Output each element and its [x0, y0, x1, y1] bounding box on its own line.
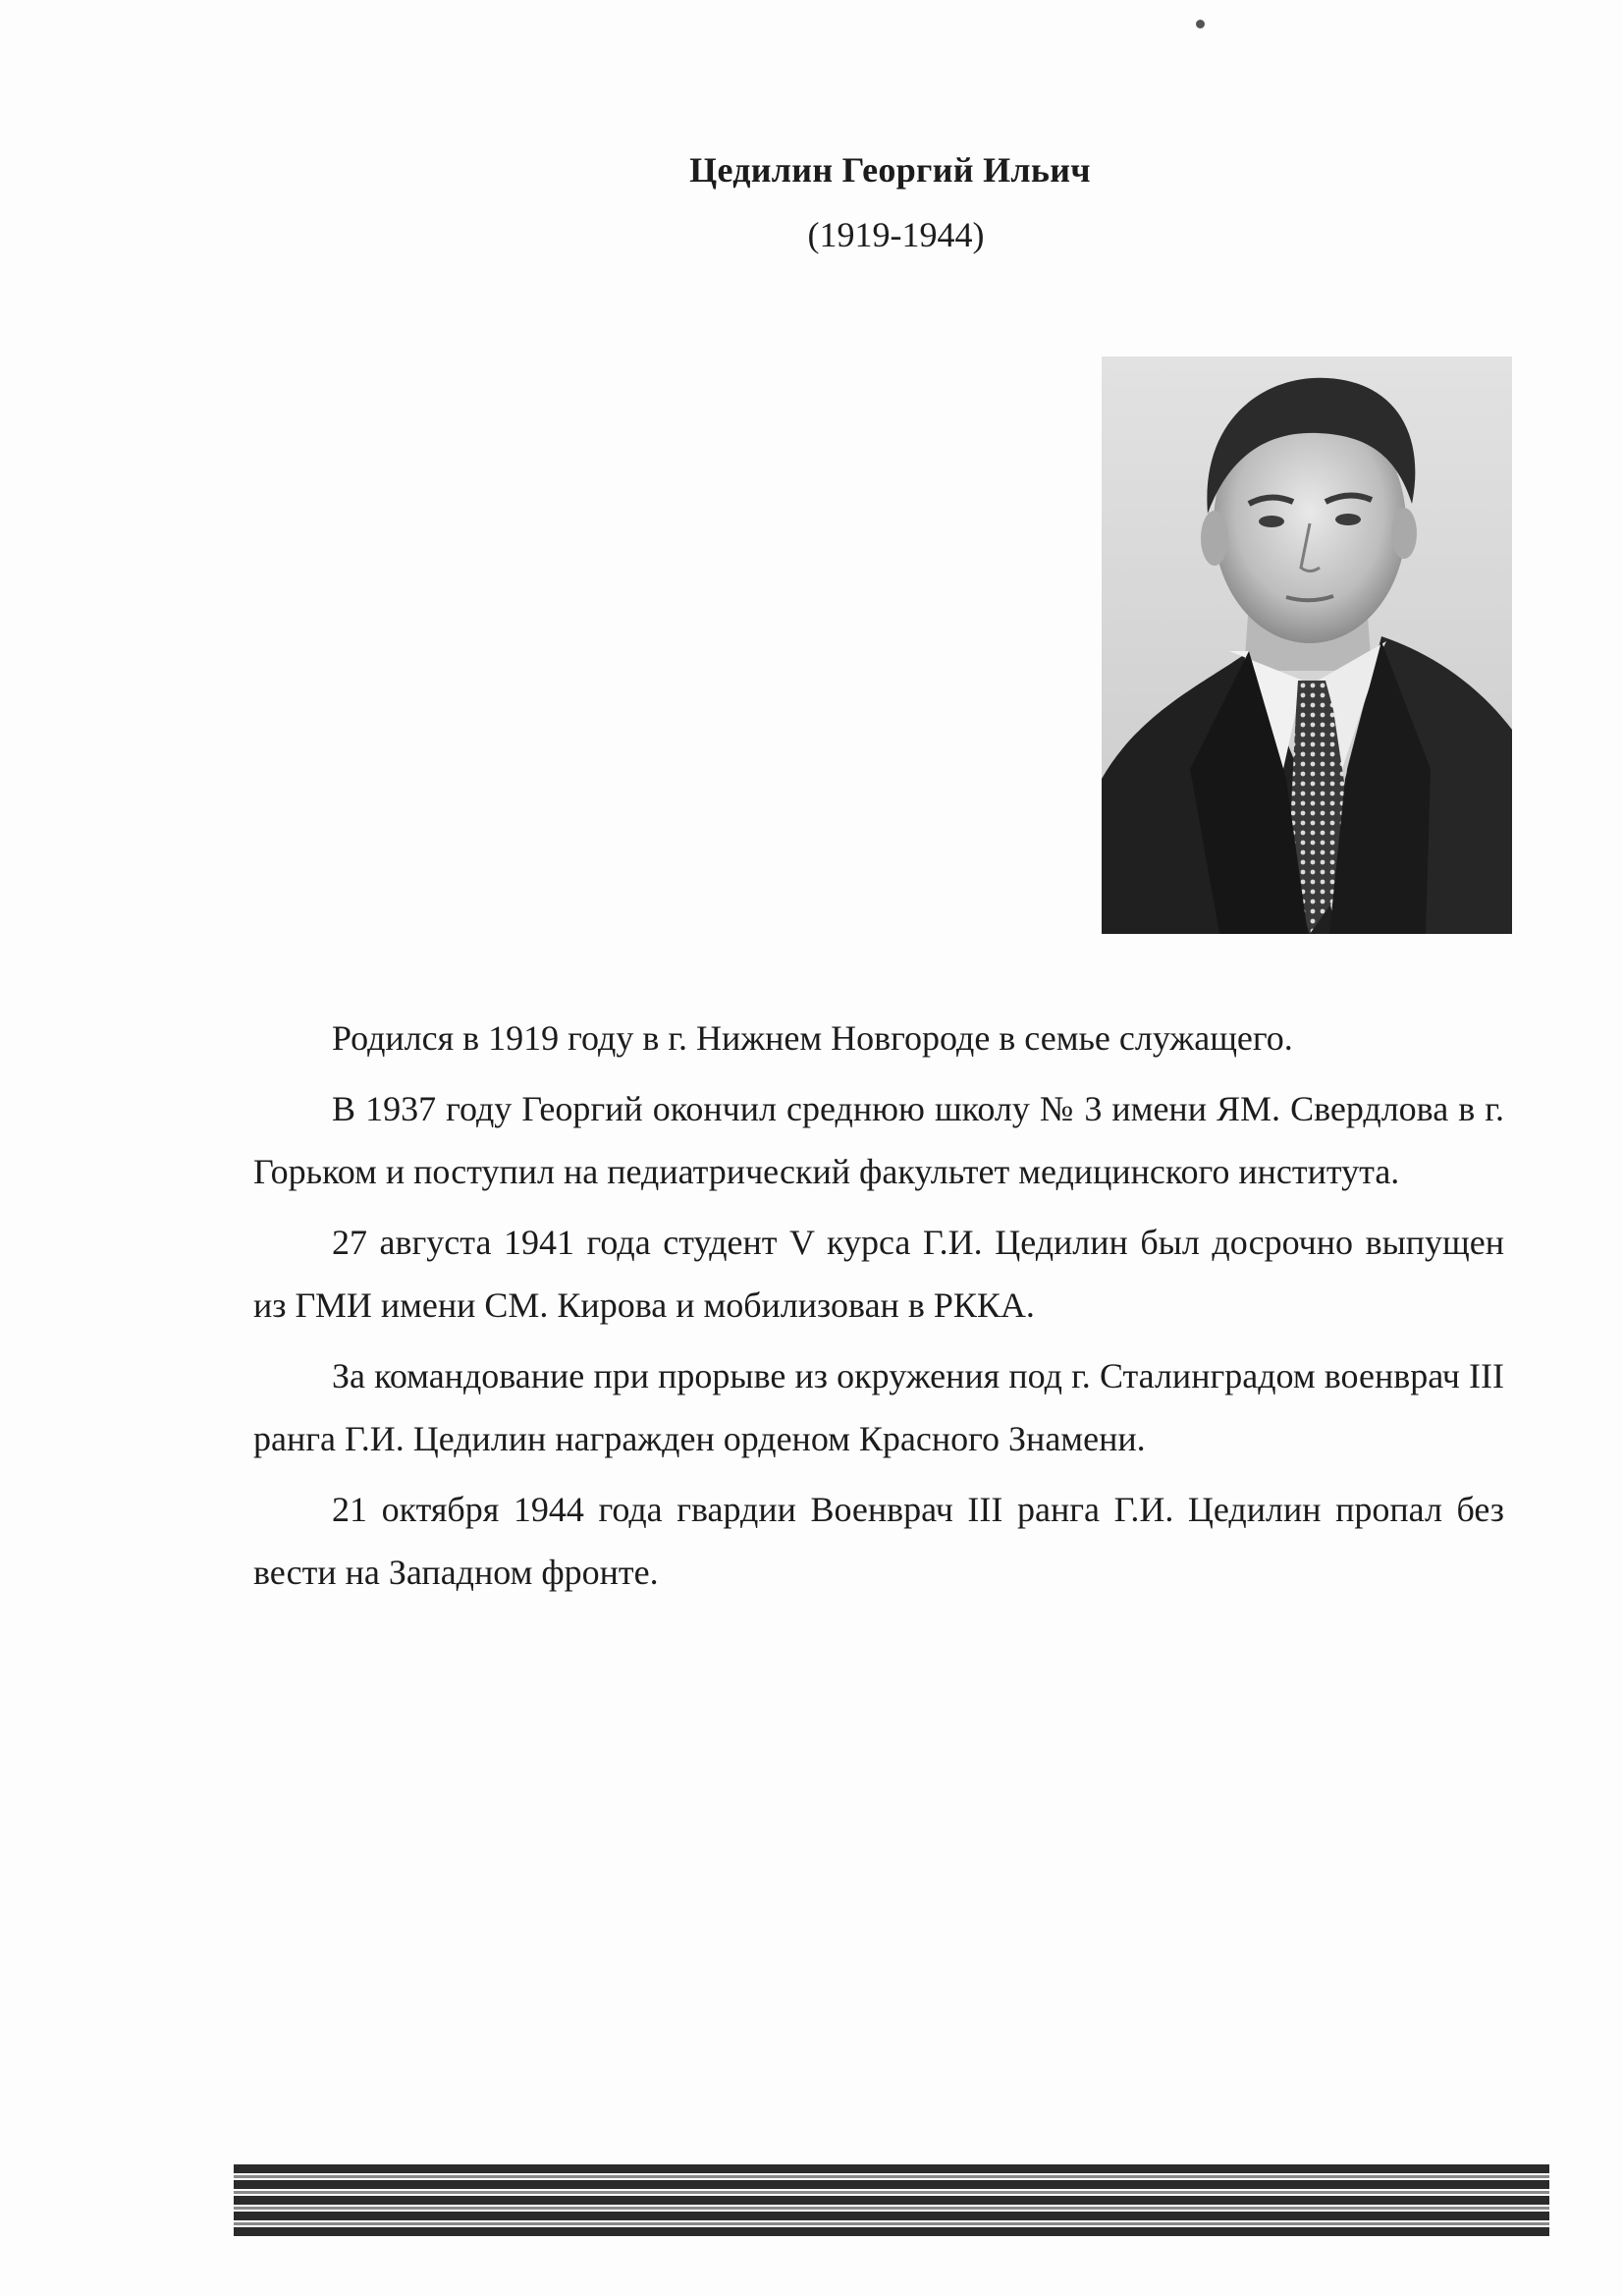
portrait-photo	[1102, 356, 1512, 934]
st-george-ribbon	[234, 2164, 1549, 2217]
page-title	[0, 149, 1623, 191]
biography-paragraph: 27 августа 1941 года студент V курса Г.И. Цедилин был досрочно выпущен из ГМИ имени СМ. Кирова и мобилизован в РККА.	[253, 1223, 1504, 1325]
biography-paragraph: 21 октября 1944 года гвардии Военврач III ранга Г.И. Цедилин пропал без вести на Западном фронте.	[253, 1490, 1504, 1592]
biography-paragraph: За командование при прорыве из окружения под г. Сталинградом военврач III ранга Г.И. Цедилин награжден орденом Красного Знамени.	[253, 1356, 1504, 1458]
person-name: Цедилин Георгий Ильич	[689, 150, 1091, 190]
life-years-text: (1919-1944)	[807, 215, 985, 254]
biography-text	[253, 1007, 1504, 1612]
biography-paragraph: Родился в 1919 году в г. Нижнем Новгороде в семье служащего.	[332, 1018, 1293, 1058]
biography-paragraph: В 1937 году Георгий окончил среднюю школу № 3 имени ЯМ. Свердлова в г. Горьком и поступил на педиатрический факультет медицинского института.	[253, 1089, 1504, 1191]
life-years	[0, 214, 1623, 255]
scan-mark	[1196, 20, 1205, 28]
